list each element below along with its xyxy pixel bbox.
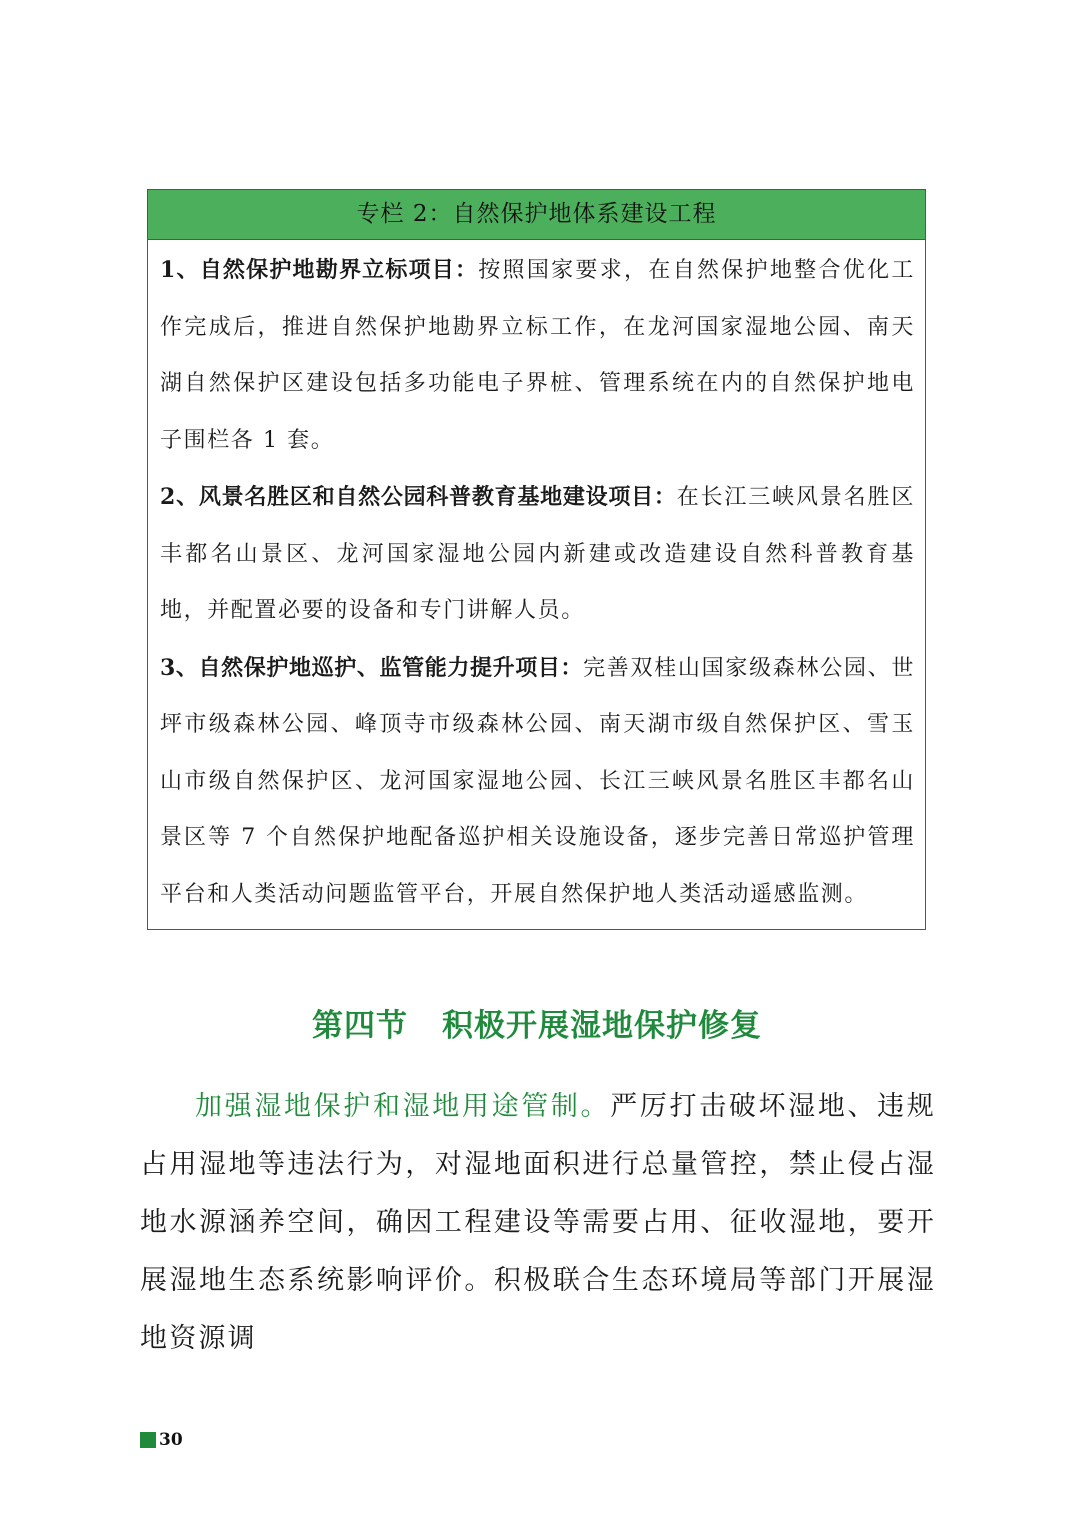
section-heading: [0, 1000, 1074, 1045]
page-number: 30: [159, 1430, 183, 1450]
column-item-1: [160, 242, 915, 469]
column-item-2: [160, 469, 915, 640]
feature-column-box: [147, 189, 926, 930]
paragraph-text: 严厉打击破坏湿地、违规占用湿地等违法行为，对湿地面积进行总量管控，禁止侵占湿地水源涵养空间，确因工程建设等需要占用、征收湿地，要开展湿地生态系统影响评价。积极联合生态环境局等部门开展湿地资源调: [140, 1091, 936, 1354]
column-item-3-text: 完善双桂山国家级森林公园、世坪市级森林公园、峰顶寺市级森林公园、南天湖市级自然保护区、雪玉山市级自然保护区、龙河国家湿地公园、长江三峡风景名胜区丰都名山景区等 7 个自然保护地配备巡护相关设施设备，逐步完善日常巡护管理平台和人类活动问题监管平台，开展自然保护地人类活动遥感监测。: [160, 655, 915, 907]
paragraph-lead: 加强湿地保护和湿地用途管制。: [195, 1091, 611, 1122]
column-item-3-lead: 3、自然保护地巡护、监管能力提升项目：: [160, 654, 584, 681]
body-paragraph: [140, 1078, 936, 1368]
column-item-3: [160, 640, 915, 924]
column-item-1-text: 按照国家要求，在自然保护地整合优化工作完成后，推进自然保护地勘界立标工作，在龙河国家湿地公园、南天湖自然保护区建设包括多功能电子界桩、管理系统在内的自然保护地电子围栏各 1 套。: [160, 258, 916, 453]
page-footer: [140, 1430, 183, 1450]
section-number: 第四节: [312, 1008, 408, 1044]
column-item-1-lead: 1、自然保护地勘界立标项目：: [160, 257, 479, 283]
section-title: 积极开展湿地保护修复: [442, 1008, 762, 1044]
column-title: 专栏 2：自然保护地体系建设工程: [148, 190, 925, 240]
column-item-2-lead: 2、风景名胜区和自然公园科普教育基地建设项目：: [160, 484, 677, 510]
green-square-icon: [140, 1432, 156, 1448]
column-body: [148, 240, 925, 929]
column-item-2-text: 在长江三峡风景名胜区丰都名山景区、龙河国家湿地公园内新建或改造建设自然科普教育基地，并配置必要的设备和专门讲解人员。: [160, 485, 915, 623]
